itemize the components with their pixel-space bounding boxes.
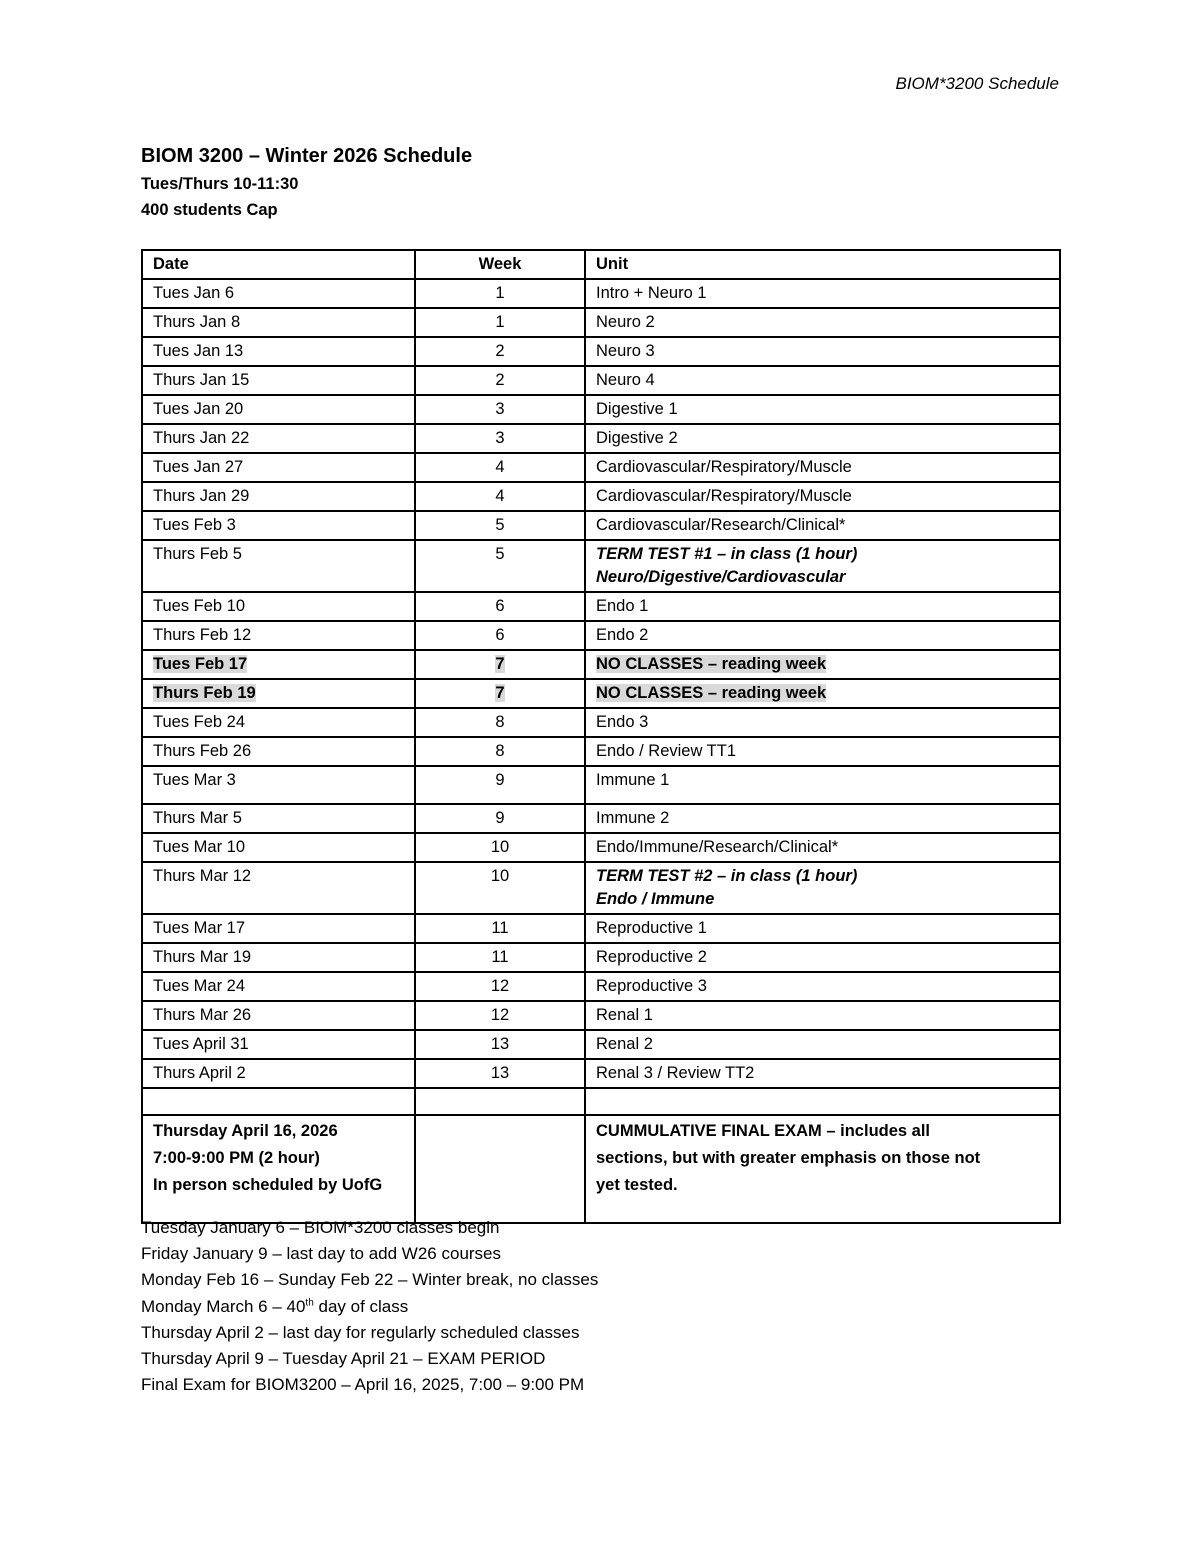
final-exam-desc-line: yet tested. (596, 1176, 678, 1194)
row-week: 11 (415, 914, 585, 943)
row-week: 3 (415, 424, 585, 453)
row-week: 6 (415, 592, 585, 621)
row-date: Tues Jan 13 (142, 337, 415, 366)
table-row (142, 621, 1060, 650)
running-header: BIOM*3200 Schedule (895, 74, 1059, 93)
row-date: Tues Mar 24 (142, 972, 415, 1001)
final-exam-time: 7:00-9:00 PM (2 hour) (153, 1149, 320, 1167)
row-date: Thurs Jan 29 (142, 482, 415, 511)
term-test-topics: Neuro/Digestive/Cardiovascular (596, 568, 846, 586)
date-note: Thursday April 2 – last day for regularly scheduled classes (141, 1322, 580, 1342)
row-date: Tues Mar 17 (142, 914, 415, 943)
row-date: Thurs Feb 26 (142, 737, 415, 766)
row-date: Tues Feb 24 (142, 708, 415, 737)
row-unit: NO CLASSES – reading week (585, 679, 1060, 708)
row-week: 10 (415, 833, 585, 862)
table-row (142, 482, 1060, 511)
table-row (142, 972, 1060, 1001)
row-date: Thurs Feb 5 (142, 540, 415, 592)
row-unit: Reproductive 1 (585, 914, 1060, 943)
row-date: Tues Feb 17 (142, 650, 415, 679)
row-date: Thurs Feb 19 (142, 679, 415, 708)
row-unit: Endo/Immune/Research/Clinical* (585, 833, 1060, 862)
table-row (142, 1059, 1060, 1088)
row-date: Tues Mar 10 (142, 833, 415, 862)
row-week: 8 (415, 708, 585, 737)
table-row-reading-week (142, 679, 1060, 708)
table-row (142, 766, 1060, 804)
row-week: 7 (415, 650, 585, 679)
table-row (142, 453, 1060, 482)
row-week: 13 (415, 1059, 585, 1088)
term-test-title: TERM TEST #1 – in class (1 hour) (596, 545, 858, 563)
row-date: Tues Feb 10 (142, 592, 415, 621)
row-unit: Neuro 4 (585, 366, 1060, 395)
term-test-topics: Endo / Immune (596, 890, 715, 908)
row-unit: Intro + Neuro 1 (585, 279, 1060, 308)
row-week: 8 (415, 737, 585, 766)
table-row (142, 1030, 1060, 1059)
table-row-reading-week (142, 650, 1060, 679)
row-date: Thurs Mar 5 (142, 804, 415, 833)
row-unit: Endo 1 (585, 592, 1060, 621)
row-date: Tues Mar 3 (142, 766, 415, 804)
table-row (142, 914, 1060, 943)
row-unit: NO CLASSES – reading week (585, 650, 1060, 679)
class-cap: 400 students Cap (141, 201, 278, 219)
row-unit: Neuro 2 (585, 308, 1060, 337)
row-date: Thurs Mar 26 (142, 1001, 415, 1030)
row-unit: Cardiovascular/Respiratory/Muscle (585, 482, 1060, 511)
row-date: Thurs Feb 12 (142, 621, 415, 650)
row-week: 13 (415, 1030, 585, 1059)
final-exam-desc-line: CUMMULATIVE FINAL EXAM – includes all (596, 1122, 931, 1140)
empty-cell (585, 1088, 1060, 1115)
date-note: Monday March 6 – 40th day of class (141, 1296, 409, 1316)
important-dates (141, 1215, 598, 1398)
row-unit: Reproductive 2 (585, 943, 1060, 972)
date-note: Final Exam for BIOM3200 – April 16, 2025, 7:00 – 9:00 PM (141, 1375, 585, 1395)
row-week: 7 (415, 679, 585, 708)
table-row (142, 366, 1060, 395)
row-date: Thurs April 2 (142, 1059, 415, 1088)
row-unit: Endo / Review TT1 (585, 737, 1060, 766)
date-note: Thursday April 9 – Tuesday April 21 – EXAM PERIOD (141, 1349, 546, 1369)
empty-cell (142, 1088, 415, 1115)
row-week: 9 (415, 804, 585, 833)
date-note: Monday Feb 16 – Sunday Feb 22 – Winter break, no classes (141, 1270, 599, 1290)
row-unit: Endo 2 (585, 621, 1060, 650)
row-unit: Immune 1 (585, 766, 1060, 804)
row-week: 6 (415, 621, 585, 650)
table-row-term-test (142, 540, 1060, 592)
table-row (142, 395, 1060, 424)
row-week: 2 (415, 337, 585, 366)
row-date: Tues April 31 (142, 1030, 415, 1059)
row-date: Tues Feb 3 (142, 511, 415, 540)
table-row (142, 833, 1060, 862)
schedule-table (141, 249, 1061, 1224)
row-unit (585, 862, 1060, 914)
final-exam-location: In person scheduled by UofG (153, 1176, 383, 1194)
row-unit (585, 540, 1060, 592)
final-exam-day: Thursday April 16, 2026 (153, 1122, 338, 1140)
row-week: 12 (415, 972, 585, 1001)
row-unit: Cardiovascular/Respiratory/Muscle (585, 453, 1060, 482)
row-week: 3 (415, 395, 585, 424)
table-row (142, 308, 1060, 337)
table-row-term-test (142, 862, 1060, 914)
table-row (142, 511, 1060, 540)
row-week: 1 (415, 279, 585, 308)
row-week: 5 (415, 511, 585, 540)
table-row (142, 737, 1060, 766)
row-week: 12 (415, 1001, 585, 1030)
row-unit: Digestive 1 (585, 395, 1060, 424)
row-date: Thurs Jan 15 (142, 366, 415, 395)
row-unit: Renal 3 / Review TT2 (585, 1059, 1060, 1088)
header-week: Week (415, 250, 585, 279)
row-week: 1 (415, 308, 585, 337)
header-date: Date (142, 250, 415, 279)
class-time: Tues/Thurs 10-11:30 (141, 175, 299, 193)
row-unit: Renal 1 (585, 1001, 1060, 1030)
row-unit: Digestive 2 (585, 424, 1060, 453)
table-row (142, 943, 1060, 972)
page-title: BIOM 3200 – Winter 2026 Schedule (141, 145, 473, 167)
final-exam-desc-line: sections, but with greater emphasis on those not (596, 1149, 981, 1167)
header-unit: Unit (585, 250, 1060, 279)
final-exam-week (415, 1115, 585, 1223)
table-row-empty (142, 1088, 1060, 1115)
term-test-title: TERM TEST #2 – in class (1 hour) (596, 867, 858, 885)
row-unit: Cardiovascular/Research/Clinical* (585, 511, 1060, 540)
table-row-final-exam (142, 1115, 1060, 1223)
row-unit: Renal 2 (585, 1030, 1060, 1059)
row-week: 10 (415, 862, 585, 914)
row-week: 4 (415, 453, 585, 482)
row-unit: Reproductive 3 (585, 972, 1060, 1001)
row-date: Thurs Jan 8 (142, 308, 415, 337)
row-unit: Endo 3 (585, 708, 1060, 737)
row-date: Tues Jan 6 (142, 279, 415, 308)
row-week: 5 (415, 540, 585, 592)
row-date: Thurs Jan 22 (142, 424, 415, 453)
table-header-row (142, 250, 1060, 279)
table-row (142, 424, 1060, 453)
row-week: 2 (415, 366, 585, 395)
final-exam-unit (585, 1115, 1060, 1223)
empty-cell (415, 1088, 585, 1115)
row-date: Thurs Mar 19 (142, 943, 415, 972)
table-row (142, 804, 1060, 833)
row-week: 11 (415, 943, 585, 972)
date-note: Tuesday January 6 – BIOM*3200 classes begin (141, 1218, 500, 1237)
row-unit: Neuro 3 (585, 337, 1060, 366)
table-row (142, 279, 1060, 308)
row-date: Tues Jan 20 (142, 395, 415, 424)
table-row (142, 1001, 1060, 1030)
table-row (142, 337, 1060, 366)
final-exam-date (142, 1115, 415, 1223)
date-note: Friday January 9 – last day to add W26 courses (141, 1244, 502, 1264)
table-row (142, 708, 1060, 737)
table-row (142, 592, 1060, 621)
row-week: 9 (415, 766, 585, 804)
row-unit: Immune 2 (585, 804, 1060, 833)
row-date: Thurs Mar 12 (142, 862, 415, 914)
row-week: 4 (415, 482, 585, 511)
row-date: Tues Jan 27 (142, 453, 415, 482)
